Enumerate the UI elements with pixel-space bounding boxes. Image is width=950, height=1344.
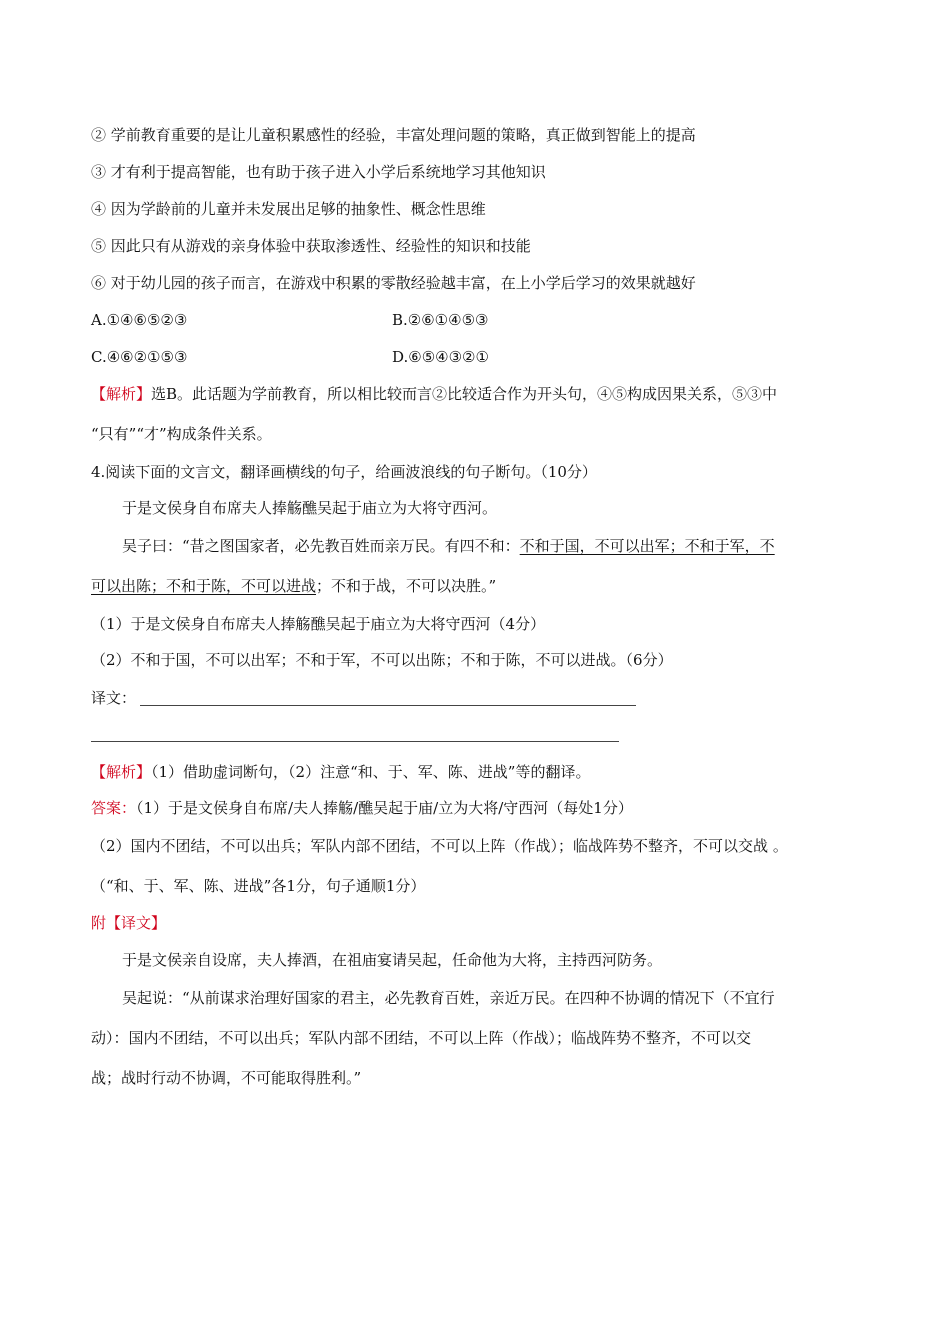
analysis-label: 【解析】 — [91, 763, 152, 781]
passage-text-end: ；不和于战，不可以决胜。” — [316, 577, 497, 595]
appendix-p1: 于是文侯亲自设席，夫人捧酒，在祖庙宴请吴起，任命他为大将，主持西河防务。 — [122, 951, 663, 969]
underlined-sentence: 不和于国，不可以出军；不和于军，不 — [519, 537, 775, 555]
answer-line-3: （“和、于、军、陈、进战”各1分，句子通顺1分） — [91, 877, 426, 895]
appendix-p2-line1: 吴起说：“从前谋求治理好国家的君主，必先教育百姓，亲近万民。在四种不协调的情况下（不宜行 — [122, 989, 775, 1007]
q4-passage-1: 于是文侯身自布席夫人捧觞醮吴起于庙立为大将守西河。 — [122, 499, 498, 517]
translation-blank-2[interactable] — [91, 741, 619, 742]
choice-d: D.⑥⑤④③②① — [392, 348, 489, 366]
appendix-prefix: 附 — [91, 914, 107, 932]
q3-analysis — [91, 384, 777, 404]
analysis-text: 选B。此话题为学前教育，所以相比较而言②比较适合作为开头句，④⑤构成因果关系，⑤③中 — [151, 385, 778, 403]
appendix-label: 【译文】 — [106, 914, 167, 932]
answer-line-2: （2）国内不团结，不可以出兵；军队内部不团结，不可以上阵（作战）；临战阵势不整齐，不可以交战 。 — [91, 837, 788, 855]
appendix-p2-line3: 战；战时行动不协调，不可能取得胜利。” — [91, 1069, 362, 1087]
analysis-text: （1）借助虚词断句，（2）注意“和、于、军、陈、进战”等的翻译。 — [151, 763, 591, 781]
q4-sub-1: （1）于是文侯身自布席夫人捧觞醮吴起于庙立为大将守西河（4分） — [91, 615, 546, 633]
option-5: ⑤ 因此只有从游戏的亲身体验中获取渗透性、经验性的知识和技能 — [91, 237, 531, 255]
q4-analysis — [91, 762, 590, 782]
q4-sub-2: （2）不和于国，不可以出军；不和于军，不可以出陈；不和于陈，不可以进战。（6分） — [91, 651, 673, 669]
q4-passage-2 — [122, 536, 775, 556]
underlined-sentence-cont: 可以出陈；不和于陈，不可以进战 — [91, 577, 317, 595]
q4-prompt: 4.阅读下面的文言文，翻译画横线的句子，给画波浪线的句子断句。（10分） — [91, 463, 597, 481]
choice-b: B.②⑥①④⑤③ — [392, 311, 489, 329]
answer-line-1 — [91, 798, 633, 818]
passage-text: 吴子曰：“昔之图国家者，必先教百姓而亲万民。有四不和： — [122, 537, 520, 555]
option-3: ③ 才有利于提高智能，也有助于孩子进入小学后系统地学习其他知识 — [91, 163, 546, 181]
translation-blank-1[interactable] — [140, 705, 636, 706]
q3-analysis-cont: “只有”“才”构成条件关系。 — [91, 425, 272, 443]
answer-label: 答案： — [91, 799, 137, 817]
choice-a: A.①④⑥⑤②③ — [91, 311, 188, 329]
appendix-heading — [91, 913, 166, 933]
option-2: ② 学前教育重要的是让儿童积累感性的经验，丰富处理问题的策略，真正做到智能上的提高 — [91, 126, 696, 144]
option-4: ④ 因为学龄前的儿童并未发展出足够的抽象性、概念性思维 — [91, 200, 486, 218]
appendix-p2-line2: 动）：国内不团结，不可以出兵；军队内部不团结，不可以上阵（作战）；临战阵势不整齐，不可以交 — [91, 1029, 752, 1047]
answer-text: （1）于是文侯身自布席/夫人捧觞/醮吴起于庙/立为大将/守西河（每处1分） — [136, 799, 633, 817]
translation-label: 译文： — [91, 689, 137, 707]
choice-c: C.④⑥②①⑤③ — [91, 348, 188, 366]
q4-passage-3 — [91, 576, 496, 596]
option-6: ⑥ 对于幼儿园的孩子而言，在游戏中积累的零散经验越丰富，在上小学后学习的效果就越好 — [91, 274, 696, 292]
analysis-label: 【解析】 — [91, 385, 152, 403]
